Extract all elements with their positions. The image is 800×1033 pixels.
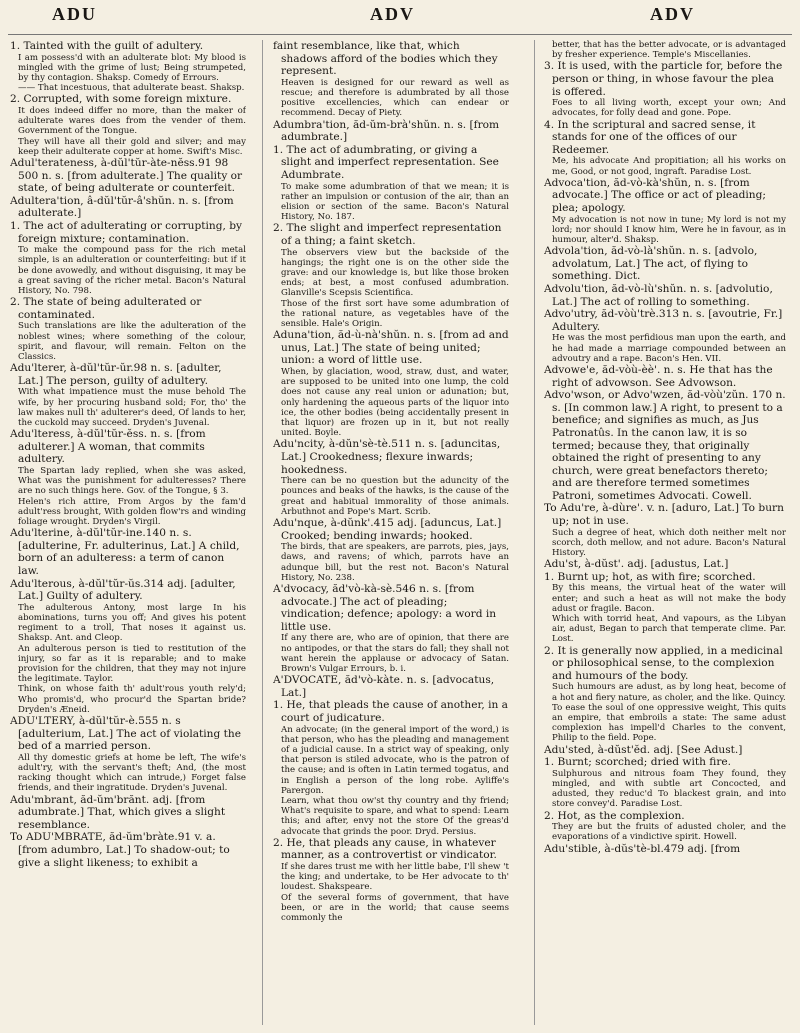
entry-headword: ADU'LTERY, à-dŭl'tŭr-è.555 n. s [adulterium, Lat.] The act of violating the bed of a married person. — [10, 714, 241, 753]
entry-headword: Adu'stible, à-dŭs'tè-bl.479 adj. [from — [544, 842, 741, 855]
entry-headword: Advowe'e, ăd-vòù-èè'. n. s. He that has the right of advowson. See Advowson. — [544, 363, 773, 389]
citation-text: All thy domestic griefs at home be left, The wife's adult'ry, with the servant's theft; And, (the most racking thought which can intrude,) Forget false friends, and their ingratitude. Dryden's Juvenal. — [18, 752, 246, 794]
definition-text: 1. Burnt; scorched; dried with fire. — [544, 756, 732, 769]
entry-headword: A'DVOCATE, ăd'vò-kàte. n. s. [advocatus, Lat.] — [273, 674, 495, 699]
definition-text: 1. The act of adulterating or corrupting, by foreign mixture; contamination. — [10, 219, 242, 245]
entry-headword: A'dvocacy, ăd'vò-kà-sè.546 n. s. [from advocate.] The act of pleading; vindication; defence; apology: a word in little use. — [273, 582, 497, 633]
citation-text: Such humours are adust, as by long heat, become of a hot and fiery nature, as choler, and the like. Quincy. — [552, 682, 786, 703]
citation-text: better, that has the better advocate, or is advantaged by fresher experience. Temple's Miscellanies. — [552, 40, 786, 61]
citation-text: If she dares trust me with her little babe, I'll shew 't the king; and undertake, to be Her advocate to th' loudest. Shakspeare. — [281, 861, 509, 893]
entry-headword: Adu'sted, à-dŭst'ĕd. adj. [See Adust.] — [544, 743, 743, 756]
header-left-guideword: ADU — [52, 4, 97, 24]
entry-headword: Adu'lterous, à-dŭl'tŭr-ŭs.314 adj. [adulter, Lat.] Guilty of adultery. — [10, 577, 236, 603]
citation-text: When, by glaciation, wood, straw, dust, and water, are supposed to be united into one lump, the cold does not cause any real union or adunation; but, only hardening the aqueous parts of the liquor into ice, the other bodies (being accidentally present in that liquor) are frozen up in it, but not really united. Boyle. — [281, 366, 509, 439]
citation-text: The adulterous Antony, most large In his abominations, turns you off; And gives his potent regiment to a troll, That noses it against us. Shaksp. Ant. and Cleop. — [18, 602, 246, 644]
definition-text: 1. Burnt up; hot, as with fire; scorched. — [544, 570, 756, 583]
citation-text: With what impatience must the muse behold The wife, by her procuring husband sold; For, tho' the law makes null th' adulterer's deed, Of lands to her, the cuckold may succeed. Dryden's Juvenal. — [18, 387, 246, 428]
header-right-guideword: ADV — [650, 4, 695, 24]
citation-text: I am possess'd with an adulterate blot: My blood is mingled with the grime of lust; Being strumpeted, by thy contagion. Shaksp. Comedy of Errours. — [18, 52, 246, 83]
citation-text: Those of the first sort have some adumbration of the rational nature, as vegetables have of the sensible. Hale's Origin. — [281, 298, 509, 329]
citation-text: Such a degree of heat, which doth neither melt nor scorch, doth mellow, and not adure. Bacon's Natural History. — [552, 527, 786, 559]
citation-text: If any there are, who are of opinion, that there are no antipodes, or that the stars do fall; they shall not want herein the applause or advocacy of Satan. Brown's Vulgar Errours, b. i. — [281, 633, 509, 674]
citation-text: Sulphurous and nitrous foam They found, they mingled, and with subtle art Concocted, and adusted, they reduc'd To blackest grain, and into store convey'd. Paradise Lost. — [552, 768, 786, 810]
entry-headword: Adumbra'tion, ăd-ŭm-brà'shŭn. n. s. [from adumbrate.] — [273, 118, 500, 144]
citation-text: To ease the soul of one oppressive weight, This quits an empire, that embroils a state: The same adust complexion has impell'd Charles to the convent, Philip to the field. Pope. — [552, 702, 786, 744]
entry-headword: Advo'utry, ăd-vòù'trè.313 n. s. [avoutrie, Fr.] Adultery. — [544, 308, 783, 333]
definition-text: 3. It is used, with the particle for, before the person or thing, in whose favour the plea is offered. — [544, 60, 783, 98]
citation-text: The birds, that are speakers, are parrots, pies, jays, daws, and ravens; of which, parrots have an adunque bill, but the rest not. Bacon's Natural History, No. 238. — [281, 542, 509, 583]
definition-text: 2. The slight and imperfect representation of a thing; a faint sketch. — [273, 222, 502, 247]
citation-text: My advocation is not now in tune; My lord is not my lord; nor should I know him, Were he in favour, as in humour, alter'd. Shaksp. — [552, 214, 786, 245]
entry-headword: Adu'lterer, à-dŭl'tŭr-ŭr.98 n. s. [adulter, Lat.] The person, guilty of adultery. — [10, 362, 222, 387]
citation-text: An advocate; (in the general import of the word,) is that person, who has the pleading and management of a judicial cause. In a strict way of speaking, only that person is stiled advocate, who is the patron of the cause; and is often in Latin termed togatus, and in English a person of the long robe. Ayliffe's Parergon. — [281, 724, 509, 796]
entry-headword: Advolu'tion, ăd-vò-lù'shŭn. n. s. [advolutio, Lat.] The act of rolling to something. — [544, 282, 773, 308]
definition-text: 1. Tainted with the guilt of adultery. — [10, 40, 204, 52]
entry-headword: Adultera'tion, â-dŭl'tŭr-â'shŭn. n. s. [from adulterate.] — [10, 194, 234, 220]
entry-headword: To Adu're, à-dùre'. v. n. [aduro, Lat.] To burn up; not in use. — [544, 502, 784, 528]
citation-text: An adulterous person is tied to restitution of the injury, so far as it is reparable; and to make provision for the children, that they may not injure the legitimate. Taylor. — [18, 643, 246, 685]
definition-text: 2. The state of being adulterated or contaminated. — [10, 296, 202, 321]
entry-headword: To ADU'MBRATE, ăd-ŭm'bràte.91 v. a. [from adumbro, Lat.] To shadow-out; to give a slight likeness; to exhibit a — [10, 831, 230, 869]
entry-headword: Advo'wson, or Advo'wzen, ăd-vòù'zŭn. 170 n. s. [In common law.] A right, to present to a benefice; and signifies as much, as Jus Patronatûs. In the canon law, it is so termed; because they, that originally obtained the right of presenting to any church, were great benefactors thereto; and are therefore termed sometimes Patroni, sometimes Advocati. Cowell. — [544, 389, 786, 502]
citation-text: Which with torrid heat, And vapours, as the Libyan air, adust, Began to parch that temperate clime. Par. Lost. — [552, 614, 786, 645]
definition-text: 2. It is generally now applied, in a medicinal or philosophical sense, to the complexion and humours of the body. — [544, 644, 783, 682]
citation-text: Me, his advocate And propitiation; all his works on me, Good, or not good, ingraft. Paradise Lost. — [552, 156, 786, 177]
definition-text: 1. The act of adumbrating, or giving a slight and imperfect representation. See Adumbrate. — [273, 143, 499, 181]
citation-text: He was the most perfidious man upon the earth, and he had made a marriage compounded between an advoutry and a rape. Bacon's Hen. VII. — [552, 333, 786, 364]
citation-text: —— That incestuous, that adulterate beast. Shaksp. — [18, 83, 245, 94]
citation-text: Heaven is designed for our reward as well as rescue; and therefore is adumbrated by all those positive excellencies, which can endear or recommend. Decay of Piety. — [281, 77, 509, 119]
entry-headword: faint resemblance, like that, which shadows afford of the bodies which they represent. — [273, 40, 498, 78]
column-3 — [544, 40, 786, 1030]
citation-text: Helen's rich attire, From Argos by the fam'd adult'ress brought, With golden flow'rs and winding foliage wrought. Dryden's Virgil. — [18, 496, 246, 527]
citation-text: To make the compound pass for the rich metal simple, is an adulteration or counterfeiting: but if it be done avowedly, and without disguising, it may be a great saving of the richer metal. Bacon's Natural History, No. 798. — [18, 245, 246, 296]
column-2 — [273, 40, 509, 1030]
citation-text: They will have all their gold and silver; and may keep their adulterate copper at home. Swift's Misc. — [18, 136, 246, 157]
citation-text: Of the several forms of government, that have been, or are in the world; that cause seems commonly the — [281, 892, 509, 923]
citation-text: Think, on whose faith th' adult'rous youth rely'd; Who promis'd, who procur'd the Spartan bride? Dryden's Æneid. — [18, 684, 246, 715]
entry-headword: Adu'lteress, à-dŭl'tŭr-ĕss. n. s. [from adulterer.] A woman, that commits adultery. — [10, 428, 206, 466]
entry-headword: Advoca'tion, ăd-vò-kà'shŭn, n. s. [from advocate.] The office or act of pleading; plea; apology. — [544, 176, 766, 214]
entry-headword: Adu'nque, à-dŭnk'.415 adj. [aduncus, Lat.] Crooked; bending inwards; hooked. — [273, 516, 502, 542]
citation-text: By this means, the virtual heat of the water will enter; and such a heat as will not make the body adust or fragile. Bacon. — [552, 583, 786, 614]
definition-text: 2. Corrupted, with some foreign mixture. — [10, 93, 232, 106]
citation-text: It does indeed differ no more, than the maker of adulterate wares does from the vender of them. Government of the Tongue. — [18, 106, 246, 137]
citation-text: There can be no question but the aduncity of the pounces and beaks of the hawks, is the cause of the great and habitual immorality of those animals. Arbuthnot and Pope's Mart. Scrib. — [281, 476, 509, 517]
page-header — [0, 0, 800, 32]
entry-headword: Adu'ncity, à-dŭn'sè-tè.511 n. s. [aduncitas, Lat.] Crookedness; flexure inwards; hookedness. — [273, 438, 501, 476]
entry-headword: Advola'tion, ăd-vò-là'shŭn. n. s. [advolo, advolatum, Lat.] The act, of flying to something. Dict. — [544, 245, 758, 283]
citation-text: The Spartan lady replied, when she was asked, What was the punishment for adulteresses? There are no such things here. Gov. of the Tongue, § 3. — [18, 465, 246, 497]
entry-headword: Adu'st, à-dŭst'. adj. [adustus, Lat.] — [544, 558, 729, 571]
header-rule — [8, 34, 792, 35]
citation-text: Learn, what thou ow'st thy country and thy friend; What's requisite to spare, and what to spend: Learn this; and after, envy not the store Of the greas'd advocate that grinds the poor. Dryd. Persius. — [281, 795, 509, 837]
column-1 — [10, 40, 246, 1030]
column-divider-1 — [262, 40, 263, 1025]
entry-headword: Aduna'tion, ăd-ù-nà'shŭn. n. s. [from ad and unus, Lat.] The state of being united; union: a word of little use. — [273, 329, 509, 367]
citation-text: Foes to all living worth, except your own; And advocates, for folly dead and gone. Pope. — [552, 98, 786, 119]
definition-text: 4. In the scriptural and sacred sense, it stands for one of the offices of our Redeemer. — [544, 118, 756, 156]
definition-text: 1. He, that pleads the cause of another, in a court of judicature. — [273, 699, 509, 724]
definition-text: 2. Hot, as the complexion. — [544, 809, 685, 822]
citation-text: They are but the fruits of adusted choler, and the evaporations of a vindictive spirit. Howell. — [552, 822, 786, 843]
citation-text: The observers view but the backside of the hangings; the right one is on the other side the grave: and our knowledge is, but like those broken ends; at best, a most confused adumbration. Glanville's Scepsis Scientifica. — [281, 247, 509, 299]
citation-text: Such translations are like the adulteration of the noblest wines; where something of the colour, spirit, and flavour, will remain. Felton on the Classics. — [18, 321, 246, 362]
header-center-guideword: ADV — [370, 4, 415, 24]
column-divider-2 — [534, 40, 535, 1025]
entry-headword: Adul'terateness, à-dŭl'tŭr-àte-nĕss.91 98 500 n. s. [from adulterate.] The quality or state, of being adulterate or counterfeit. — [10, 157, 243, 195]
citation-text: To make some adumbration of that we mean; it is rather an impulsion or contusion of the air, than an elision or section of the same. Bacon's Natural History, No. 187. — [281, 181, 509, 223]
entry-headword: Adu'mbrant, ăd-ŭm'brănt. adj. [from adumbrate.] That, which gives a slight resemblance. — [10, 793, 226, 831]
entry-headword: Adu'lterine, à-dŭl'tŭr-ine.140 n. s. [adulterine, Fr. adulterinus, Lat.] A child, born of an adulteress: a term of canon law. — [10, 527, 240, 577]
definition-text: 2. He, that pleads any cause, in whatever manner, as a controvertist or vindicator. — [273, 836, 497, 862]
